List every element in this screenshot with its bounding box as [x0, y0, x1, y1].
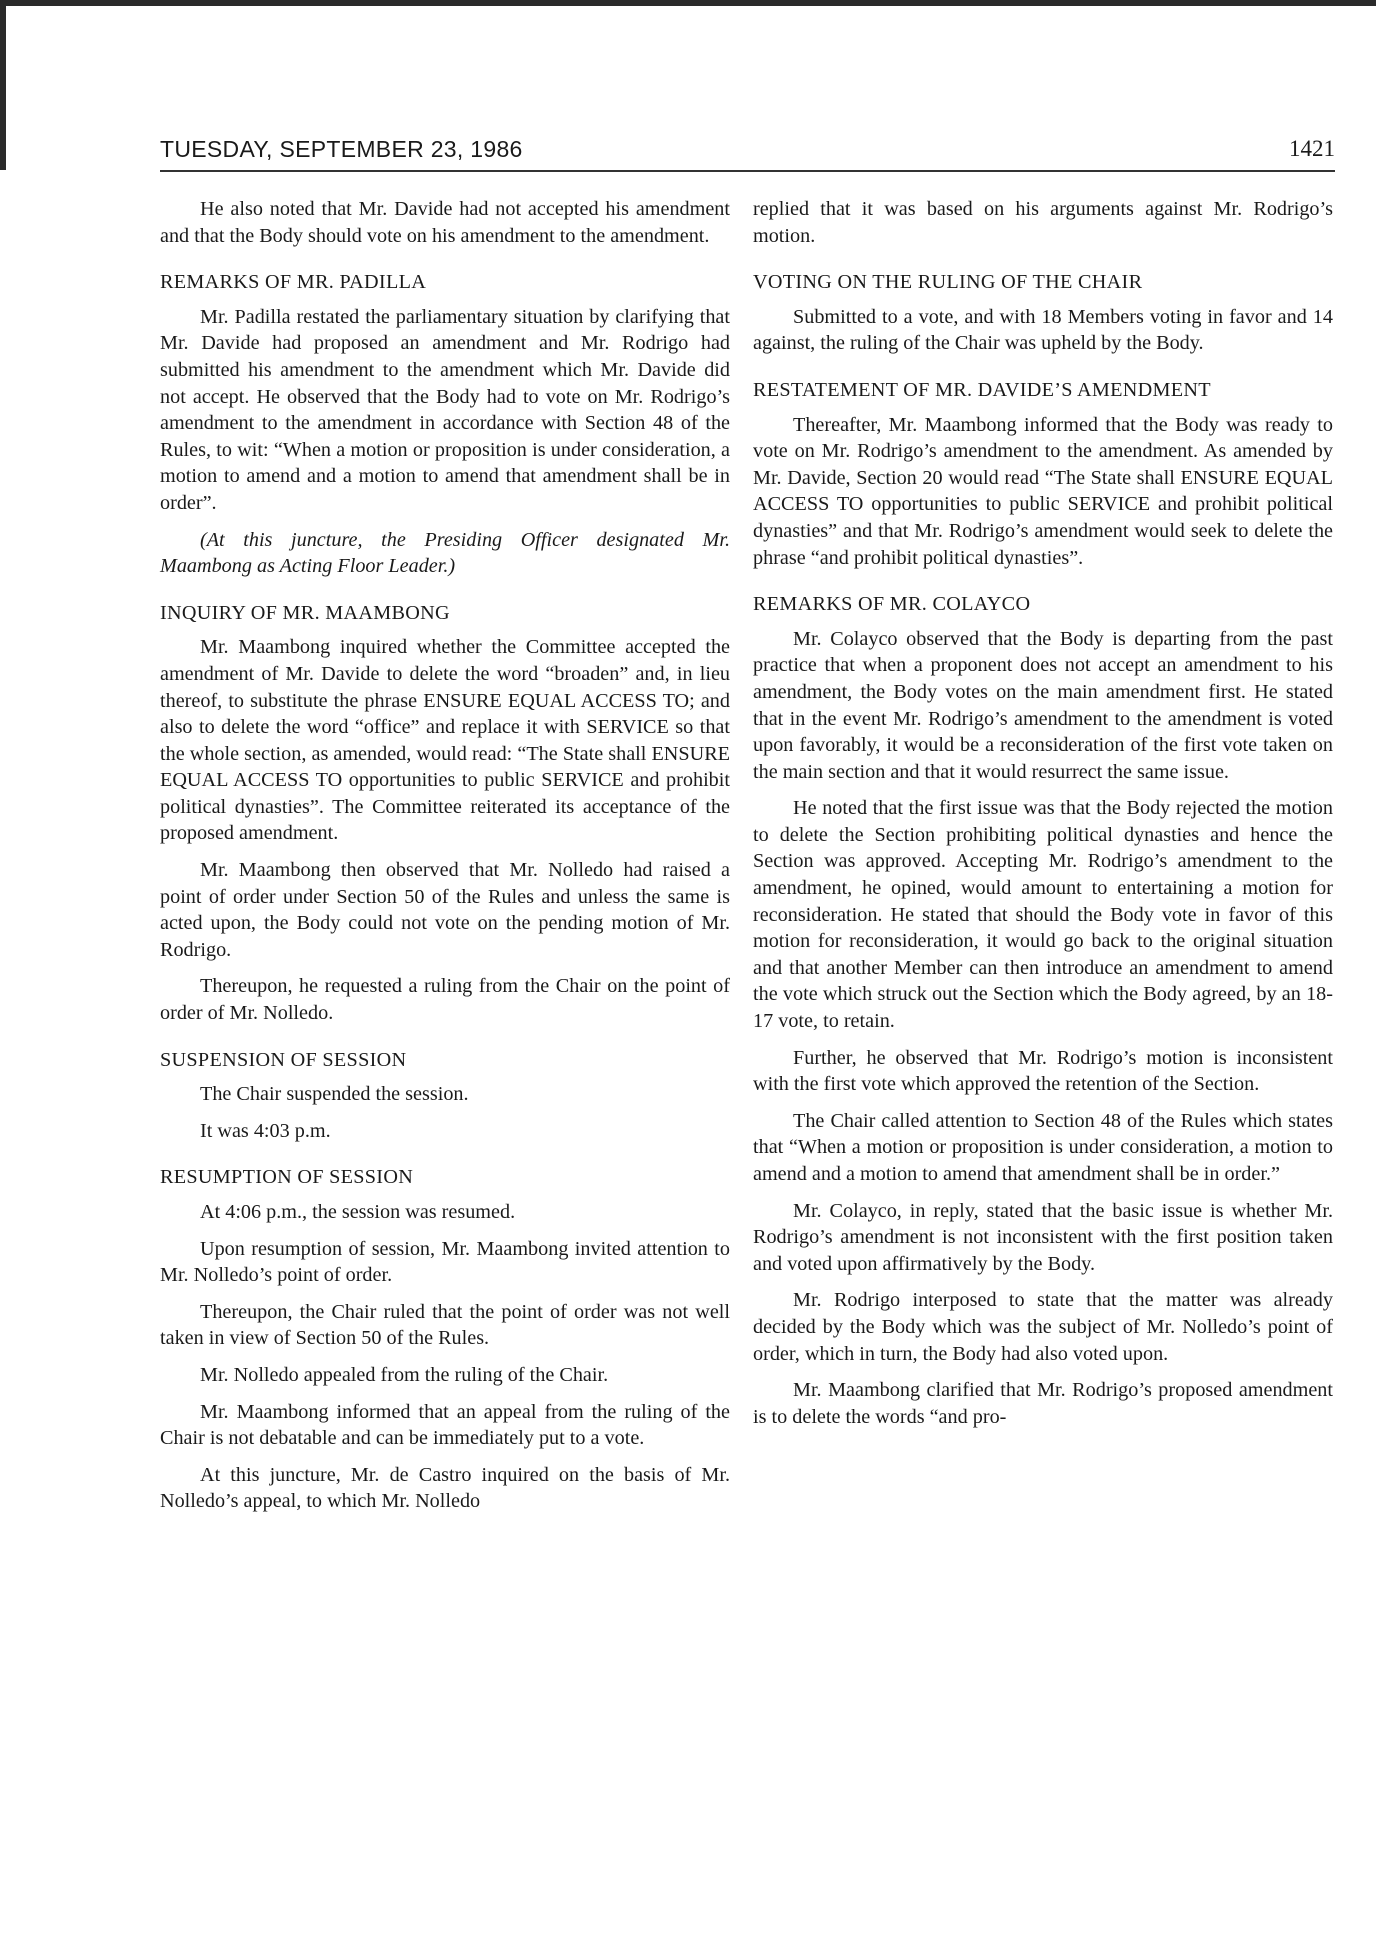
scan-left-edge [0, 0, 6, 170]
paragraph: Thereafter, Mr. Maambong informed that the Body was ready to vote on Mr. Rodrigo’s amendment to the amendment. As amended by Mr. Davide, Section 20 would read “The State shall ENSURE EQUAL ACCESS TO opportunities to public SERVICE and prohibit political dynasties” and that Mr. Rodrigo’s amendment would seek to delete the phrase “and prohibit political dynasties”. [753, 413, 1333, 569]
right-column [753, 196, 1333, 1440]
paragraph: The Chair called attention to Section 48 of the Rules which states that “When a motion or proposition is under consideration, a motion to amend and a motion to amend that amendment shall be in order.” [753, 1109, 1333, 1185]
paragraph: Submitted to a vote, and with 18 Members voting in favor and 14 against, the ruling of the Chair was upheld by the Body. [753, 305, 1333, 355]
scan-top-edge [0, 0, 1376, 6]
section-heading-colayco: REMARKS OF MR. COLAYCO [753, 593, 1031, 616]
paragraph: Mr. Nolledo appealed from the ruling of the Chair. [200, 1363, 609, 1386]
paragraph: Mr. Padilla restated the parliamentary situation by clarifying that Mr. Davide had proposed an amendment and Mr. Rodrigo had submitted his amendment to the amendment which Mr. Davide did not accept. He observed that the Body had to vote on Mr. Rodrigo’s amendment to the amendment in accordance with Section 48 of the Rules, to wit: “When a motion or proposition is under consideration, a motion to amend and a motion to amend that amendment shall be in order”. [160, 305, 730, 514]
paragraph: Mr. Maambong inquired whether the Committee accepted the amendment of Mr. Davide to delete the word “broaden” and, in lieu thereof, to substitute the phrase ENSURE EQUAL ACCESS TO; and also to delete the word “office” and replace it with SERVICE so that the whole section, as amended, would read: “The State shall ENSURE EQUAL ACCESS TO opportunities to public SERVICE and prohibit political dynasties”. The Committee reiterated its acceptance of the proposed amendment. [160, 636, 730, 845]
paragraph: At 4:06 p.m., the session was resumed. [200, 1201, 516, 1223]
section-heading-padilla: REMARKS OF MR. PADILLA [160, 271, 427, 294]
section-heading-voting: VOTING ON THE RULING OF THE CHAIR [753, 271, 1143, 294]
header-date: TUESDAY, SEPTEMBER 23, 1986 [160, 136, 523, 162]
paragraph: He noted that the first issue was that the Body rejected the motion to delete the Section prohibiting political dynasties and hence the Section was approved. Accepting Mr. Rodrigo’s amendment to the amendment, he opined, would amount to entertaining a motion for reconsideration. He stated that should the Body vote in favor of this motion for reconsideration, it would go back to the original situation and that another Member can then introduce an amendment to amend the vote which struck out the Section which the Body agreed, by an 18-17 vote, to retain. [753, 797, 1333, 1033]
paragraph: Mr. Colayco observed that the Body is departing from the past practice that when a proponent does not accept an amendment to his amendment, the Body votes on the main amendment first. He stated that in the event Mr. Rodrigo’s amendment to the amendment is voted upon favorably, it would be a reconsideration of the first vote taken on the main section and that it would resurrect the same issue. [753, 627, 1333, 783]
paragraph: Further, he observed that Mr. Rodrigo’s motion is inconsistent with the first vote which approved the retention of the Section. [753, 1046, 1333, 1096]
paragraph: Thereupon, he requested a ruling from the Chair on the point of order of Mr. Nolledo. [160, 975, 730, 1025]
section-heading-resumption: RESUMPTION OF SESSION [160, 1166, 414, 1189]
paragraph: At this juncture, Mr. de Castro inquired on the basis of Mr. Nolledo’s appeal, to which Mr. Nolledo [160, 1463, 730, 1513]
paragraph: Mr. Maambong then observed that Mr. Nolledo had raised a point of order under Section 50 of the Rules and unless the same is acted upon, the Body could not vote on the pending motion of Mr. Rodrigo. [160, 859, 730, 961]
paragraph: It was 4:03 p.m. [200, 1119, 331, 1142]
left-column [160, 196, 730, 1525]
page-header [160, 136, 1335, 172]
juncture-note: (At this juncture, the Presiding Officer designated Mr. Maambong as Acting Floor Leader.) [160, 528, 730, 578]
paragraph: Mr. Colayco, in reply, stated that the basic issue is whether Mr. Rodrigo’s amendment is not inconsistent with the first position taken and voted upon affirmatively by the Body. [753, 1199, 1333, 1275]
paragraph: Mr. Rodrigo interposed to state that the matter was already decided by the Body which was the subject of Mr. Nolledo’s point of order, which in turn, the Body had also voted upon. [753, 1289, 1333, 1365]
paragraph: Mr. Maambong informed that an appeal from the ruling of the Chair is not debatable and can be immediately put to a vote. [160, 1400, 730, 1450]
paragraph: Mr. Maambong clarified that Mr. Rodrigo’s proposed amendment is to delete the words “and pro- [753, 1379, 1333, 1428]
paragraph: Upon resumption of session, Mr. Maambong invited attention to Mr. Nolledo’s point of order. [160, 1237, 730, 1287]
page-number: 1421 [1289, 136, 1335, 161]
paragraph: He also noted that Mr. Davide had not accepted his amendment and that the Body should vote on his amendment to the amendment. [160, 198, 730, 247]
paragraph: Thereupon, the Chair ruled that the point of order was not well taken in view of Section 50 of the Rules. [160, 1300, 730, 1350]
paragraph: The Chair suspended the session. [200, 1083, 469, 1106]
section-heading-suspension: SUSPENSION OF SESSION [160, 1048, 407, 1071]
section-heading-inquiry: INQUIRY OF MR. MAAMBONG [160, 601, 450, 624]
section-heading-restatement: RESTATEMENT OF MR. DAVIDE’S AMENDMENT [753, 378, 1211, 401]
paragraph: replied that it was based on his arguments against Mr. Rodrigo’s motion. [753, 198, 1333, 247]
